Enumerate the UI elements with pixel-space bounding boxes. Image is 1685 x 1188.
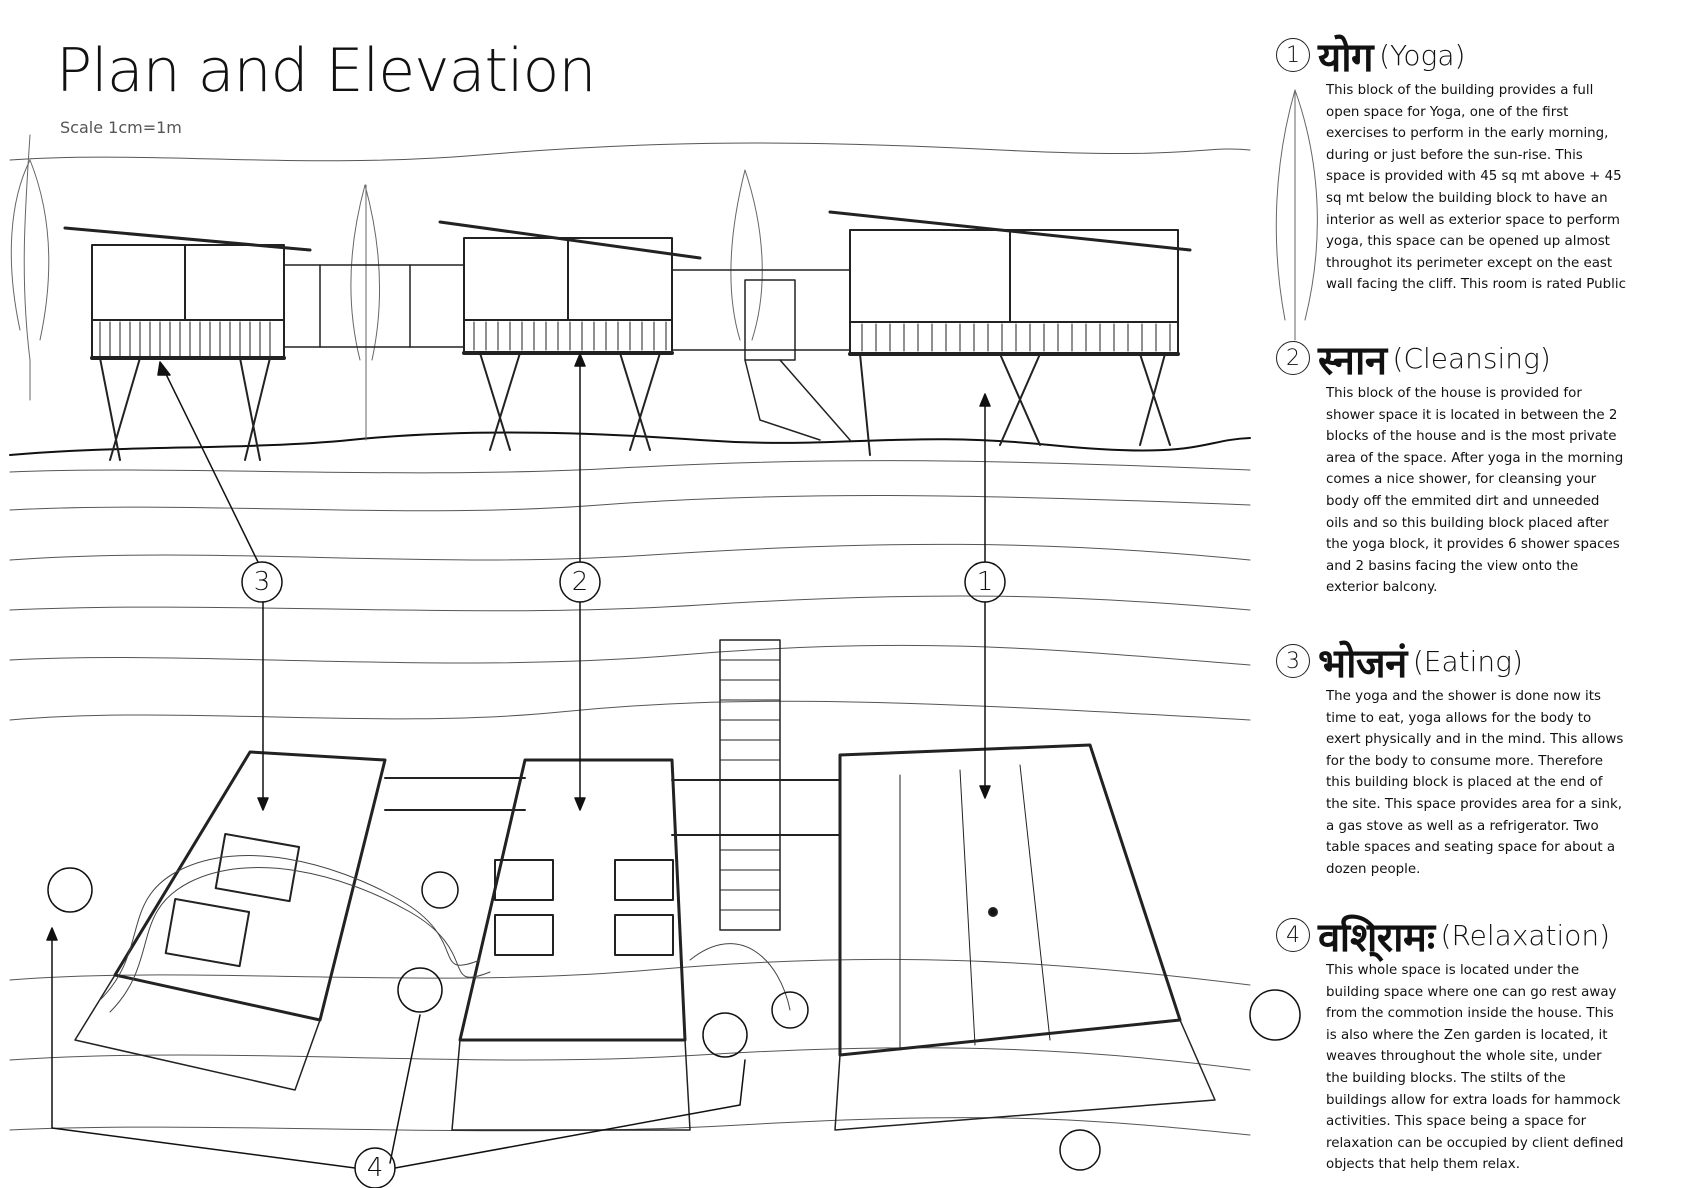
- section-cleansing: [1276, 333, 1676, 599]
- callout-arrows: [47, 354, 990, 1168]
- section-english-title: (Relaxation): [1440, 918, 1611, 952]
- section-body: This block of the house is provided for shower space it is located in between the 2 blocks of the house and is the most private area of the space. After yoga in the morning comes a nice shower, for cleansing your body off the emmited dirt and unneeded oils and so this building block placed after the yoga block, it provides 6 shower spaces and 2 basins facing the view onto the exterior balcony.: [1326, 386, 1624, 596]
- section-number: 1: [1276, 38, 1310, 72]
- plan-block-eating: [75, 752, 385, 1090]
- section-english-title: (Yoga): [1379, 38, 1466, 72]
- section-hindi-title: वशि्रामः: [1318, 914, 1435, 961]
- section-hindi-title: योग: [1318, 34, 1374, 81]
- section-english-title: (Cleansing): [1392, 341, 1551, 375]
- section-relaxation: [1276, 910, 1676, 1176]
- elevation-block-eating: [65, 228, 310, 460]
- zen-garden-path: [100, 856, 790, 1012]
- scale-note: Scale 1cm=1m: [60, 118, 182, 137]
- section-number: 3: [1276, 644, 1310, 678]
- background-trees: [11, 90, 1317, 440]
- plan-plants: [48, 868, 1300, 1170]
- callout-2: 2: [571, 567, 589, 597]
- section-heading: [1276, 910, 1676, 960]
- callout-3: 3: [253, 567, 271, 597]
- section-heading: [1276, 636, 1676, 686]
- plan-block-yoga: [835, 745, 1215, 1130]
- elevation-bridge-1: [284, 265, 464, 347]
- terrain-contours: [10, 143, 1250, 1135]
- section-number: 2: [1276, 341, 1310, 375]
- plan-bridge-1: [385, 778, 525, 810]
- plan-bridge-2: [672, 640, 840, 930]
- callout-1: 1: [976, 567, 994, 597]
- elevation-block-yoga: [830, 212, 1190, 455]
- section-body: This block of the building provides a full open space for Yoga, one of the first exercises to perform in the early morning, during or just before the sun-rise. This space is provided with 45 sq mt above + 45 sq mt below the building block to have an interior as well as exterior space to perform yoga, this space can be opened up almost throughot its perimeter except on the east wall facing the cliff. This room is rated Public: [1326, 83, 1626, 293]
- callout-4: 4: [366, 1153, 384, 1183]
- elevation-block-cleansing: [440, 222, 700, 450]
- section-hindi-title: स्नान: [1318, 337, 1387, 384]
- section-heading: [1276, 333, 1676, 383]
- section-hindi-title: भोजनं: [1318, 640, 1407, 687]
- section-english-title: (Eating): [1412, 644, 1523, 678]
- section-yoga: [1276, 30, 1676, 296]
- section-number: 4: [1276, 918, 1310, 952]
- section-heading: [1276, 30, 1676, 80]
- ground-line: [10, 433, 1250, 473]
- plan-block-cleansing: [452, 760, 690, 1130]
- section-eating: [1276, 636, 1676, 880]
- page-title: Plan and Elevation: [56, 36, 596, 106]
- section-body: This whole space is located under the building space where one can go rest away from the commotion inside the house. This is also where the Zen garden is located, it weaves throughout the whole site, under the building blocks. The stilts of the buildings allow for extra loads for hammock activities. This space being a space for relaxation can be occupied by client defined objects that help them relax.: [1326, 963, 1624, 1173]
- section-body: The yoga and the shower is done now its time to eat, yoga allows for the body to exert physically and in the mind. This allows for the body to consume more. Therefore this building block is placed at the end of the site. This space provides area for a sink, a gas stove as well as a refrigerator. Two table spaces and seating space for about a dozen people.: [1326, 689, 1624, 877]
